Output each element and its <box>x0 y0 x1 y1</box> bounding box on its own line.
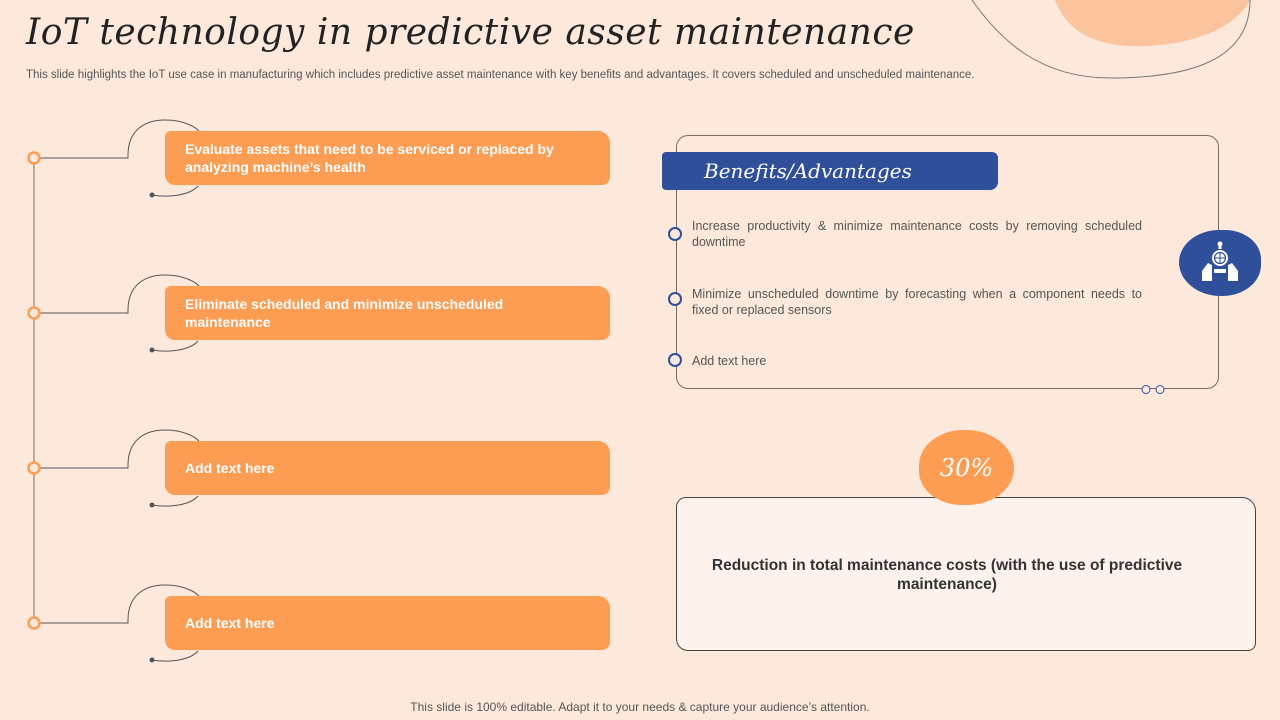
page-title: IoT technology in predictive asset maintenance <box>26 12 915 53</box>
step-node-3 <box>29 463 40 474</box>
step-text: Add text here <box>185 460 275 476</box>
footer-note: This slide is 100% editable. Adapt it to your needs & capture your audience’s attention. <box>410 700 870 714</box>
page-subtitle: This slide highlights the IoT use case in manufacturing which includes predictive asset maintenance with key benefits and advantages. It covers scheduled and unscheduled maintenance. <box>26 69 975 81</box>
step-connectors <box>0 0 640 700</box>
step-node-1 <box>29 153 40 164</box>
benefits-icon-circle <box>1179 230 1261 296</box>
step-text: Eliminate scheduled and minimize unscheduled maintenance <box>185 296 504 330</box>
robot-hands-icon <box>1198 241 1242 285</box>
step-node-2 <box>29 308 40 319</box>
step-node-4 <box>29 618 40 629</box>
benefits-heading-banner <box>662 152 998 190</box>
step-text: Add text here <box>185 615 275 631</box>
decorative-corner-shapes <box>960 0 1280 90</box>
step-bar-2 <box>165 286 610 340</box>
step-bar-1 <box>165 131 610 185</box>
stat-value-blob <box>919 430 1014 505</box>
benefits-heading: Benefits/Advantages <box>704 159 912 183</box>
benefit-bullet-3 <box>668 353 682 367</box>
step-bar-3 <box>165 441 610 495</box>
step-text: Evaluate assets that need to be serviced or replaced by analyzing machine’s health <box>185 141 554 175</box>
benefit-item-2: Minimize unscheduled downtime by forecasting when a component needs to fixed or replaced sensors <box>692 287 1142 317</box>
benefit-item-3: Add text here <box>692 354 767 368</box>
benefit-bullet-2 <box>668 292 682 306</box>
step-bar-4 <box>165 596 610 650</box>
benefit-bullet-1 <box>668 227 682 241</box>
stat-description: Reduction in total maintenance costs (with the use of predictive maintenance) <box>711 557 1183 593</box>
benefits-box-decoration <box>1138 383 1168 397</box>
stat-value: 30% <box>939 453 994 482</box>
benefit-item-1: Increase productivity & minimize maintenance costs by removing scheduled downtime <box>692 219 1142 249</box>
